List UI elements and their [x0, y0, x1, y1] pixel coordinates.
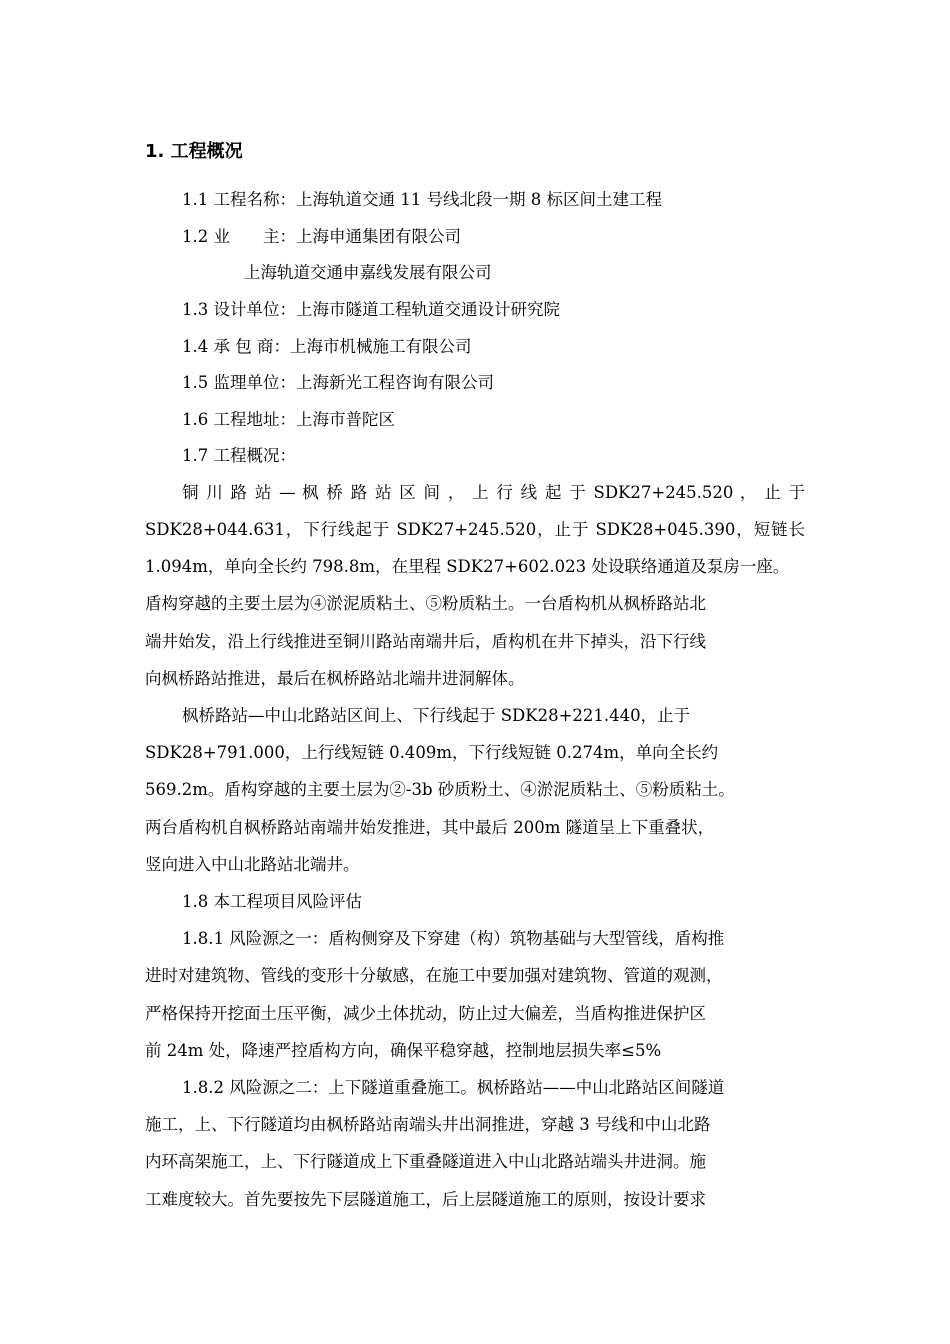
risk-heading: 1.8 本工程项目风险评估: [182, 892, 362, 911]
owner-line-2: 上海轨道交通申嘉线发展有限公司: [244, 263, 492, 282]
risk-1-line: 1.8.1 风险源之一：盾构侧穿及下穿建（构）筑物基础与大型管线，盾构推: [182, 929, 725, 948]
section-heading: 1. 工程概况: [145, 141, 243, 162]
supervisor-line: 1.5 监理单位：上海新光工程咨询有限公司: [182, 373, 494, 392]
risk-2-line: 1.8.2 风险源之二：上下隧道重叠施工。枫桥路站——中山北路站区间隧道: [182, 1078, 725, 1097]
paragraph-1-line: 向枫桥路站推进，最后在枫桥路站北端井进洞解体。: [145, 669, 525, 688]
risk-1-line: 前 24m 处，降速严控盾构方向，确保平稳穿越，控制地层损失率≤5%: [145, 1041, 662, 1060]
paragraph-1-line: 端井始发，沿上行线推进至铜川路站南端井后，盾构机在井下掉头，沿下行线: [145, 632, 706, 651]
risk-2-line: 施工，上、下行隧道均由枫桥路站南端头井出洞推进，穿越 3 号线和中山北路: [145, 1115, 711, 1134]
overview-label: 1.7 工程概况：: [182, 446, 296, 465]
risk-2-line: 工难度较大。首先要按先下层隧道施工，后上层隧道施工的原则，按设计要求: [145, 1190, 706, 1209]
risk-1-line: 严格保持开挖面土压平衡，减少土体扰动，防止过大偏差，当盾构推进保护区: [145, 1004, 706, 1023]
risk-1-line: 进时对建筑物、管线的变形十分敏感，在施工中要加强对建筑物、管道的观测，: [145, 966, 723, 985]
paragraph-2-line: SDK28+791.000，上行线短链 0.409m，下行线短链 0.274m，单向全长约: [145, 743, 719, 762]
design-unit-line: 1.3 设计单位：上海市隧道工程轨道交通设计研究院: [182, 300, 560, 319]
paragraph-2-line: 竖向进入中山北路站北端井。: [145, 855, 360, 874]
contractor-line: 1.4 承 包 商：上海市机械施工有限公司: [182, 337, 472, 356]
paragraph-2-line: 569.2m。盾构穿越的主要土层为②-3b 砂质粉土、④淤泥质粘土、⑤粉质粘土。: [145, 780, 735, 799]
paragraph-1-line: 铜 川 路 站 — 枫 桥 路 站 区 间 ， 上 行 线 起 于 SDK27+245.520 ， 止 于: [182, 483, 805, 502]
owner-line: 1.2 业 主：上海申通集团有限公司: [182, 227, 461, 246]
risk-2-line: 内环高架施工，上、下行隧道成上下重叠隧道进入中山北路站端头井进洞。施: [145, 1152, 706, 1171]
address-line: 1.6 工程地址：上海市普陀区: [182, 410, 395, 429]
paragraph-2-line: 枫桥路站—中山北路站区间上、下行线起于 SDK28+221.440，止于: [182, 706, 691, 725]
paragraph-1-line: 1.094m，单向全长约 798.8m，在里程 SDK27+602.023 处设联络通道及泵房一座。: [145, 557, 790, 576]
paragraph-1-line: SDK28+044.631，下行线起于 SDK27+245.520，止于 SDK28+045.390，短链长: [145, 520, 805, 539]
paragraph-1-line: 盾构穿越的主要土层为④淤泥质粘土、⑤粉质粘土。一台盾构机从枫桥路站北: [145, 594, 706, 613]
paragraph-2-line: 两台盾构机自枫桥路站南端井始发推进，其中最后 200m 隧道呈上下重叠状，: [145, 818, 715, 837]
project-name-line: 1.1 工程名称：上海轨道交通 11 号线北段一期 8 标区间土建工程: [182, 190, 662, 209]
